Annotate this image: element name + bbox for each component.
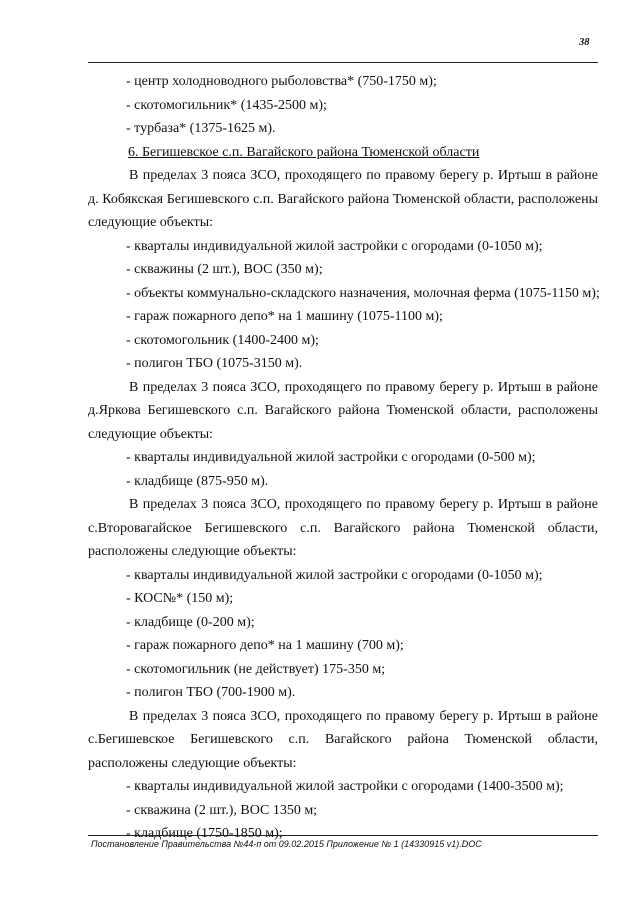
paragraph: В пределах 3 пояса ЗСО, проходящего по правому берегу р. Иртыш в районе д.Яркова Бегишевского с.п. Вагайского района Тюменской области, расположены следующие объекты: bbox=[88, 379, 598, 442]
list-item: - полигон ТБО (700-1900 м). bbox=[126, 685, 296, 700]
paragraph: В пределах 3 пояса ЗСО, проходящего по правому берегу р. Иртыш в районе д. Кобякская Бегишевского с.п. Вагайского района Тюменской области, расположены следующие объекты: bbox=[88, 168, 598, 230]
paragraph: В пределах 3 пояса ЗСО, проходящего по правому берегу р. Иртыш в районе с.Второвагайское Бегишевского с.п. Вагайского района Тюменской области, расположены следующие объекты: bbox=[88, 497, 598, 559]
list-item: - скотомогольник (1400-2400 м); bbox=[126, 332, 319, 348]
list-item: - кладбище (875-950 м). bbox=[126, 473, 269, 489]
list-item: - скважины (2 шт.), ВОС (350 м); bbox=[126, 262, 323, 277]
list-item: - кварталы индивидуальной жилой застройки с огородами (0-1050 м); bbox=[126, 238, 543, 254]
list-item: - гараж пожарного депо* на 1 машину (700 м); bbox=[126, 638, 404, 653]
list-item: - центр холодноводного рыболовства* (750-1750 м); bbox=[126, 74, 437, 89]
list-item: - скважина (2 шт.), ВОС 1350 м; bbox=[126, 802, 318, 818]
list-item: - кварталы индивидуальной жилой застройки с огородами (0-500 м); bbox=[126, 450, 536, 465]
list-item: - кварталы индивидуальной жилой застройки с огородами (0-1050 м); bbox=[126, 567, 543, 583]
list-item: - КОС№* (150 м); bbox=[126, 591, 234, 606]
list-item: - объекты коммунально-складского назначения, молочная ферма (1075-1150 м); bbox=[126, 285, 600, 301]
list-item: - полигон ТБО (1075-3150 м). bbox=[126, 356, 303, 371]
page-number: 38 bbox=[579, 37, 590, 48]
list-item: - турбаза* (1375-1625 м). bbox=[126, 121, 276, 136]
list-item: - кладбище (1750-1850 м); bbox=[126, 826, 283, 841]
list-item: - кварталы индивидуальной жилой застройки с огородами (1400-3500 м); bbox=[126, 779, 564, 794]
list-item: - скотомогильник* (1435-2500 м); bbox=[126, 97, 327, 113]
list-item: - кладбище (0-200 м); bbox=[126, 614, 255, 630]
section-heading: 6. Бегишевское с.п. Вагайского района Тюменской области bbox=[128, 144, 480, 160]
paragraph: В пределах 3 пояса ЗСО, проходящего по правому берегу р. Иртыш в районе с.Бегишевское Бегишевского с.п. Вагайского района Тюменской области, расположены следующие объекты: bbox=[88, 708, 598, 771]
header-rule bbox=[88, 62, 598, 63]
list-item: - скотомогильник (не действует) 175-350 м; bbox=[126, 661, 386, 677]
footer-rule bbox=[88, 835, 598, 836]
footer-text: Постановление Правительства №44-п от 09.02.2015 Приложение № 1 (14330915 v1).DOC bbox=[91, 839, 482, 849]
list-item: - гараж пожарного депо* на 1 машину (1075-1100 м); bbox=[126, 309, 443, 324]
document-body bbox=[88, 70, 598, 846]
